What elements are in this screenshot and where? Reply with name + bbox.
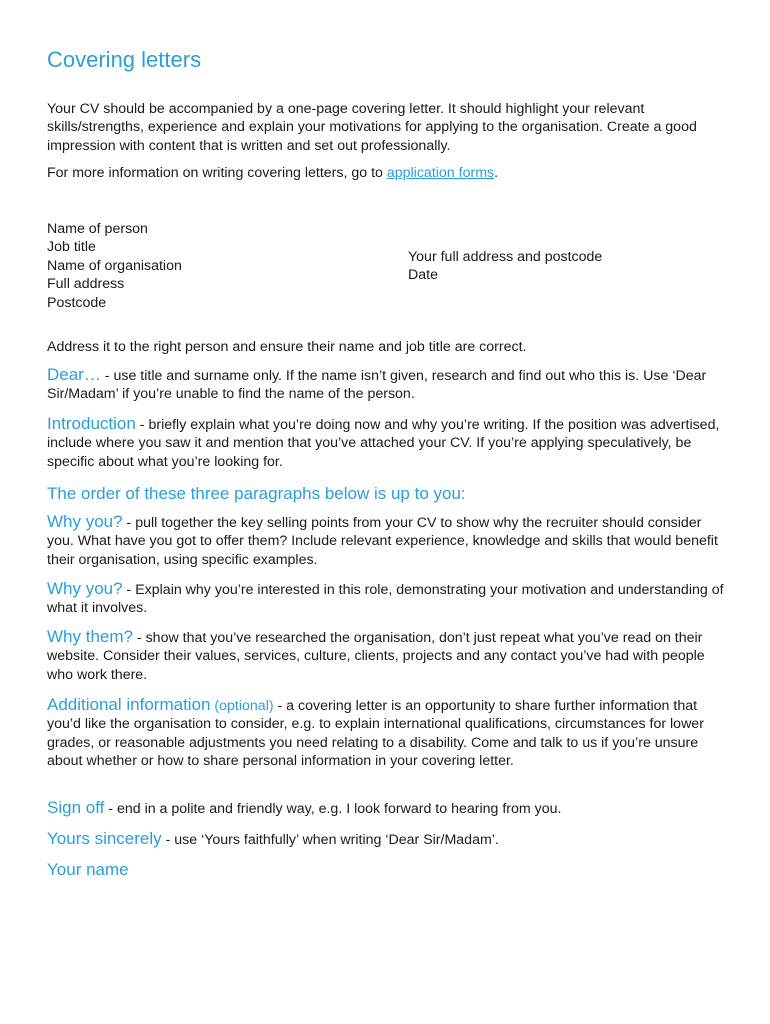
section-introduction (47, 415, 727, 471)
recipient-address-block (47, 220, 182, 312)
intro-paragraph: Your CV should be accompanied by a one-page covering letter. It should highlight your relevant skills/strengths, experience and explain your motivations for applying to the organisation. Create a good impression with content that is written and set out professionally. (47, 101, 697, 154)
recipient-postcode: Postcode (47, 294, 107, 311)
section-sign-off (47, 799, 727, 818)
section-why-them (47, 628, 727, 684)
why-you-2-text: - Explain why you’re interested in this role, demonstrating your motivation and understanding of what it involves. (47, 582, 724, 617)
sign-off-text: - end in a polite and friendly way, e.g. I look forward to hearing from you. (104, 801, 562, 817)
address-note: Address it to the right person and ensure their name and job title are correct. (47, 339, 527, 355)
sender-date: Date (408, 267, 438, 284)
section-why-you-2 (47, 580, 727, 618)
more-info-suffix: . (494, 165, 499, 181)
introduction-text: - briefly explain what you’re doing now and why you’re writing. If the position was advertised, include where you saw it and mention that you’ve attached your CV. If you’re applying speculatively, be specific about what you’re looking for. (47, 417, 720, 470)
yours-sincerely-heading: Yours sincerely (47, 829, 162, 848)
introduction-heading: Introduction (47, 414, 136, 433)
why-you-1-heading: Why you? (47, 512, 123, 531)
your-name-heading: Your name (47, 860, 129, 879)
sign-off-heading: Sign off (47, 798, 105, 817)
recipient-job-title: Job title (47, 239, 96, 256)
why-you-2-heading: Why you? (47, 579, 123, 598)
recipient-name: Name of person (47, 221, 148, 237)
why-them-text: - show that you’ve researched the organisation, don’t just repeat what you’ve read on their website. Consider their values, services, culture, clients, projects and any contact you’ve had with people who work there. (47, 630, 705, 683)
additional-optional-label: (optional) (210, 698, 274, 714)
page-title: Covering letters (47, 47, 202, 72)
sender-address: Your full address and postcode (408, 249, 603, 265)
order-heading: The order of these three paragraphs below is up to you: (47, 484, 466, 503)
application-forms-link[interactable]: application forms (386, 165, 495, 181)
section-yours-sincerely (47, 830, 727, 849)
recipient-address: Full address (47, 276, 125, 293)
dear-text: - use title and surname only. If the name isn’t given, research and find out who this is. Use ‘Dear Sir/Madam’ if you’re unable to find the name of the person. (47, 368, 707, 403)
sender-address-block (408, 248, 602, 285)
why-them-heading: Why them? (47, 627, 133, 646)
section-why-you-1 (47, 513, 727, 569)
section-your-name (47, 861, 727, 880)
additional-text: - a covering letter is an opportunity to share further information that you’d like the organisation to consider, e.g. to explain international qualifications, circumstances for lower grades, or reasonable adjustments you need relating to a disability. Come and talk to us if you’re unsure about whether or how to share personal information in your covering letter. (47, 698, 704, 770)
recipient-organisation: Name of organisation (47, 257, 182, 274)
yours-sincerely-text: - use ‘Yours faithfully’ when writing ‘Dear Sir/Madam’. (161, 832, 499, 848)
more-info-paragraph (47, 164, 498, 182)
dear-heading: Dear… (47, 365, 101, 384)
why-you-1-text: - pull together the key selling points from your CV to show why the recruiter should consider you. What have you got to offer them? Include relevant experience, knowledge and skills that would benefit their organisation, using specific examples. (47, 515, 718, 568)
additional-heading: Additional information (47, 695, 211, 714)
section-additional-information (47, 696, 727, 771)
section-dear (47, 366, 727, 404)
more-info-prefix: For more information on writing covering letters, go to (47, 165, 387, 181)
